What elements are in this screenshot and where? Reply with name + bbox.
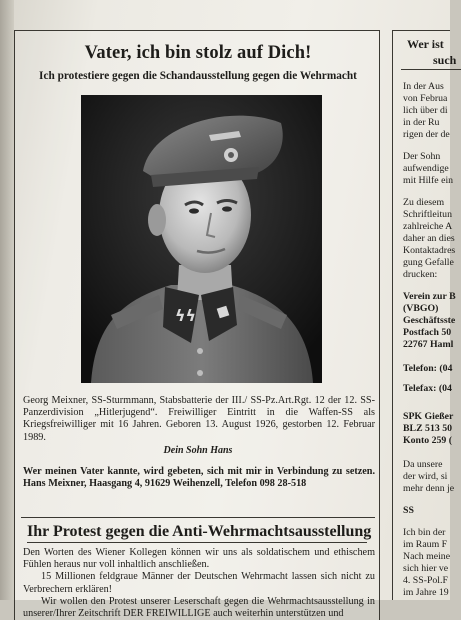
sidebar-text-line: in der Ru: [403, 117, 440, 128]
body-paragraph: Den Worten des Wiener Kollegen können wir uns als soldatischem und ethischem Fühlen heraus nur voll inhaltlich anschließen.: [23, 547, 375, 571]
sidebar-text-line: rigen der de: [403, 129, 450, 140]
sidebar-text-line: SPK Gießer: [403, 411, 454, 422]
sidebar-text-line: im Raum F: [403, 539, 448, 550]
sidebar-text-line: Telefon: (04: [403, 363, 453, 374]
sidebar-text-line: zahlreiche A: [403, 221, 453, 232]
section-body: [23, 547, 375, 620]
sidebar-text-line: gung Gefalle: [403, 257, 454, 268]
sidebar-text-line: sich hier ve: [403, 563, 449, 574]
sidebar-text-line: (VBGO): [403, 303, 439, 314]
article-subheadline: Ich protestiere gegen die Schandausstellung gegen die Wehrmacht: [39, 70, 357, 82]
sidebar-text-line: Der Sohn: [403, 151, 441, 162]
contact-note: Wer meinen Vater kannte, wird gebeten, sich mit mir in Verbindung zu setzen. Hans Meixner, Haasgang 4, 91629 Weihenzell, Telefon 098 28-518: [23, 466, 375, 490]
sidebar-text-line: 4. SS-Pol.F: [403, 575, 448, 586]
sidebar-text-line: Kontaktadres: [403, 245, 456, 256]
signature: Dein Sohn Hans: [163, 445, 233, 456]
sidebar-text-line: aufwendige: [403, 163, 449, 174]
section-divider: [21, 517, 375, 518]
sidebar-text-line: mehr denn je: [403, 483, 455, 494]
sidebar-text-line: im Jahre 19: [403, 587, 449, 598]
sidebar-text-line: daher an dies: [403, 233, 455, 244]
sidebar-text-line: In der Aus: [403, 81, 444, 92]
sidebar-text-line: Geschäftsste: [403, 315, 456, 326]
sidebar-text-line: Da unsere: [403, 459, 443, 470]
body-paragraph: 15 Millionen feldgraue Männer der Deutschen Wehrmacht lassen sich nicht zu Verbrechern erklären!: [23, 571, 375, 595]
sidebar-text-line: von Februa: [403, 93, 448, 104]
sidebar-text-line: 22767 Haml: [403, 339, 454, 350]
sidebar-text-line: Schriftleitun: [403, 209, 452, 220]
article-box: [14, 30, 380, 620]
sidebar-text-line: Konto 259 (: [403, 435, 452, 446]
portrait-photo: [81, 95, 322, 383]
photo-caption: Georg Meixner, SS-Sturmmann, Stabsbatterie der III./ SS-Pz.Art.Rgt. 12 der 12. SS-Panzerdivision „Hitlerjugend“. Freiwilliger Eintritt in die Waffen-SS als Kriegsfreiwilliger mit 16 Jahren. Geboren 13. August 1926, gestorben 12. Februar 1989.: [23, 395, 375, 443]
adjacent-column: [392, 30, 457, 600]
article-headline: Vater, ich bin stolz auf Dich!: [84, 43, 312, 63]
sidebar-text-line: Verein zur B: [403, 291, 456, 302]
sidebar-text-line: lich über di: [403, 105, 448, 116]
sidebar-title: Wer ist: [407, 37, 444, 51]
sidebar-title-continued: such: [433, 53, 457, 67]
sidebar-text-line: Telefax: (04: [403, 383, 452, 394]
section-heading: Ihr Protest gegen die Anti-Wehrmachtsausstellung: [27, 523, 372, 540]
sidebar-text-line: Postfach 50: [403, 327, 452, 338]
sidebar-text-line: BLZ 513 50: [403, 423, 452, 434]
sidebar-text-line: Zu diesem: [403, 197, 445, 208]
soldier-portrait-illustration: [81, 95, 322, 383]
page-gutter: [0, 0, 14, 600]
body-paragraph: Wir wollen den Protest unserer Leserschaft gegen die Wehrmachtsausstellung in unserer/Ihrer Zeitschrift DER FREIWILLIGE auch weiterhin unterstützen und: [23, 595, 375, 620]
sidebar-text-line: SS: [403, 505, 414, 516]
sidebar-text-line: Nach meine: [403, 551, 451, 562]
sidebar-text-line: der wird, si: [403, 471, 448, 482]
sidebar-text-line: drucken:: [403, 269, 438, 280]
svg-text:ϟϟ: ϟϟ: [175, 306, 197, 325]
heading-underline: [27, 542, 367, 543]
sidebar-rule: [401, 69, 461, 70]
sidebar-text-line: Ich bin der: [403, 527, 446, 538]
sidebar-text-line: mit Hilfe ein: [403, 175, 454, 186]
